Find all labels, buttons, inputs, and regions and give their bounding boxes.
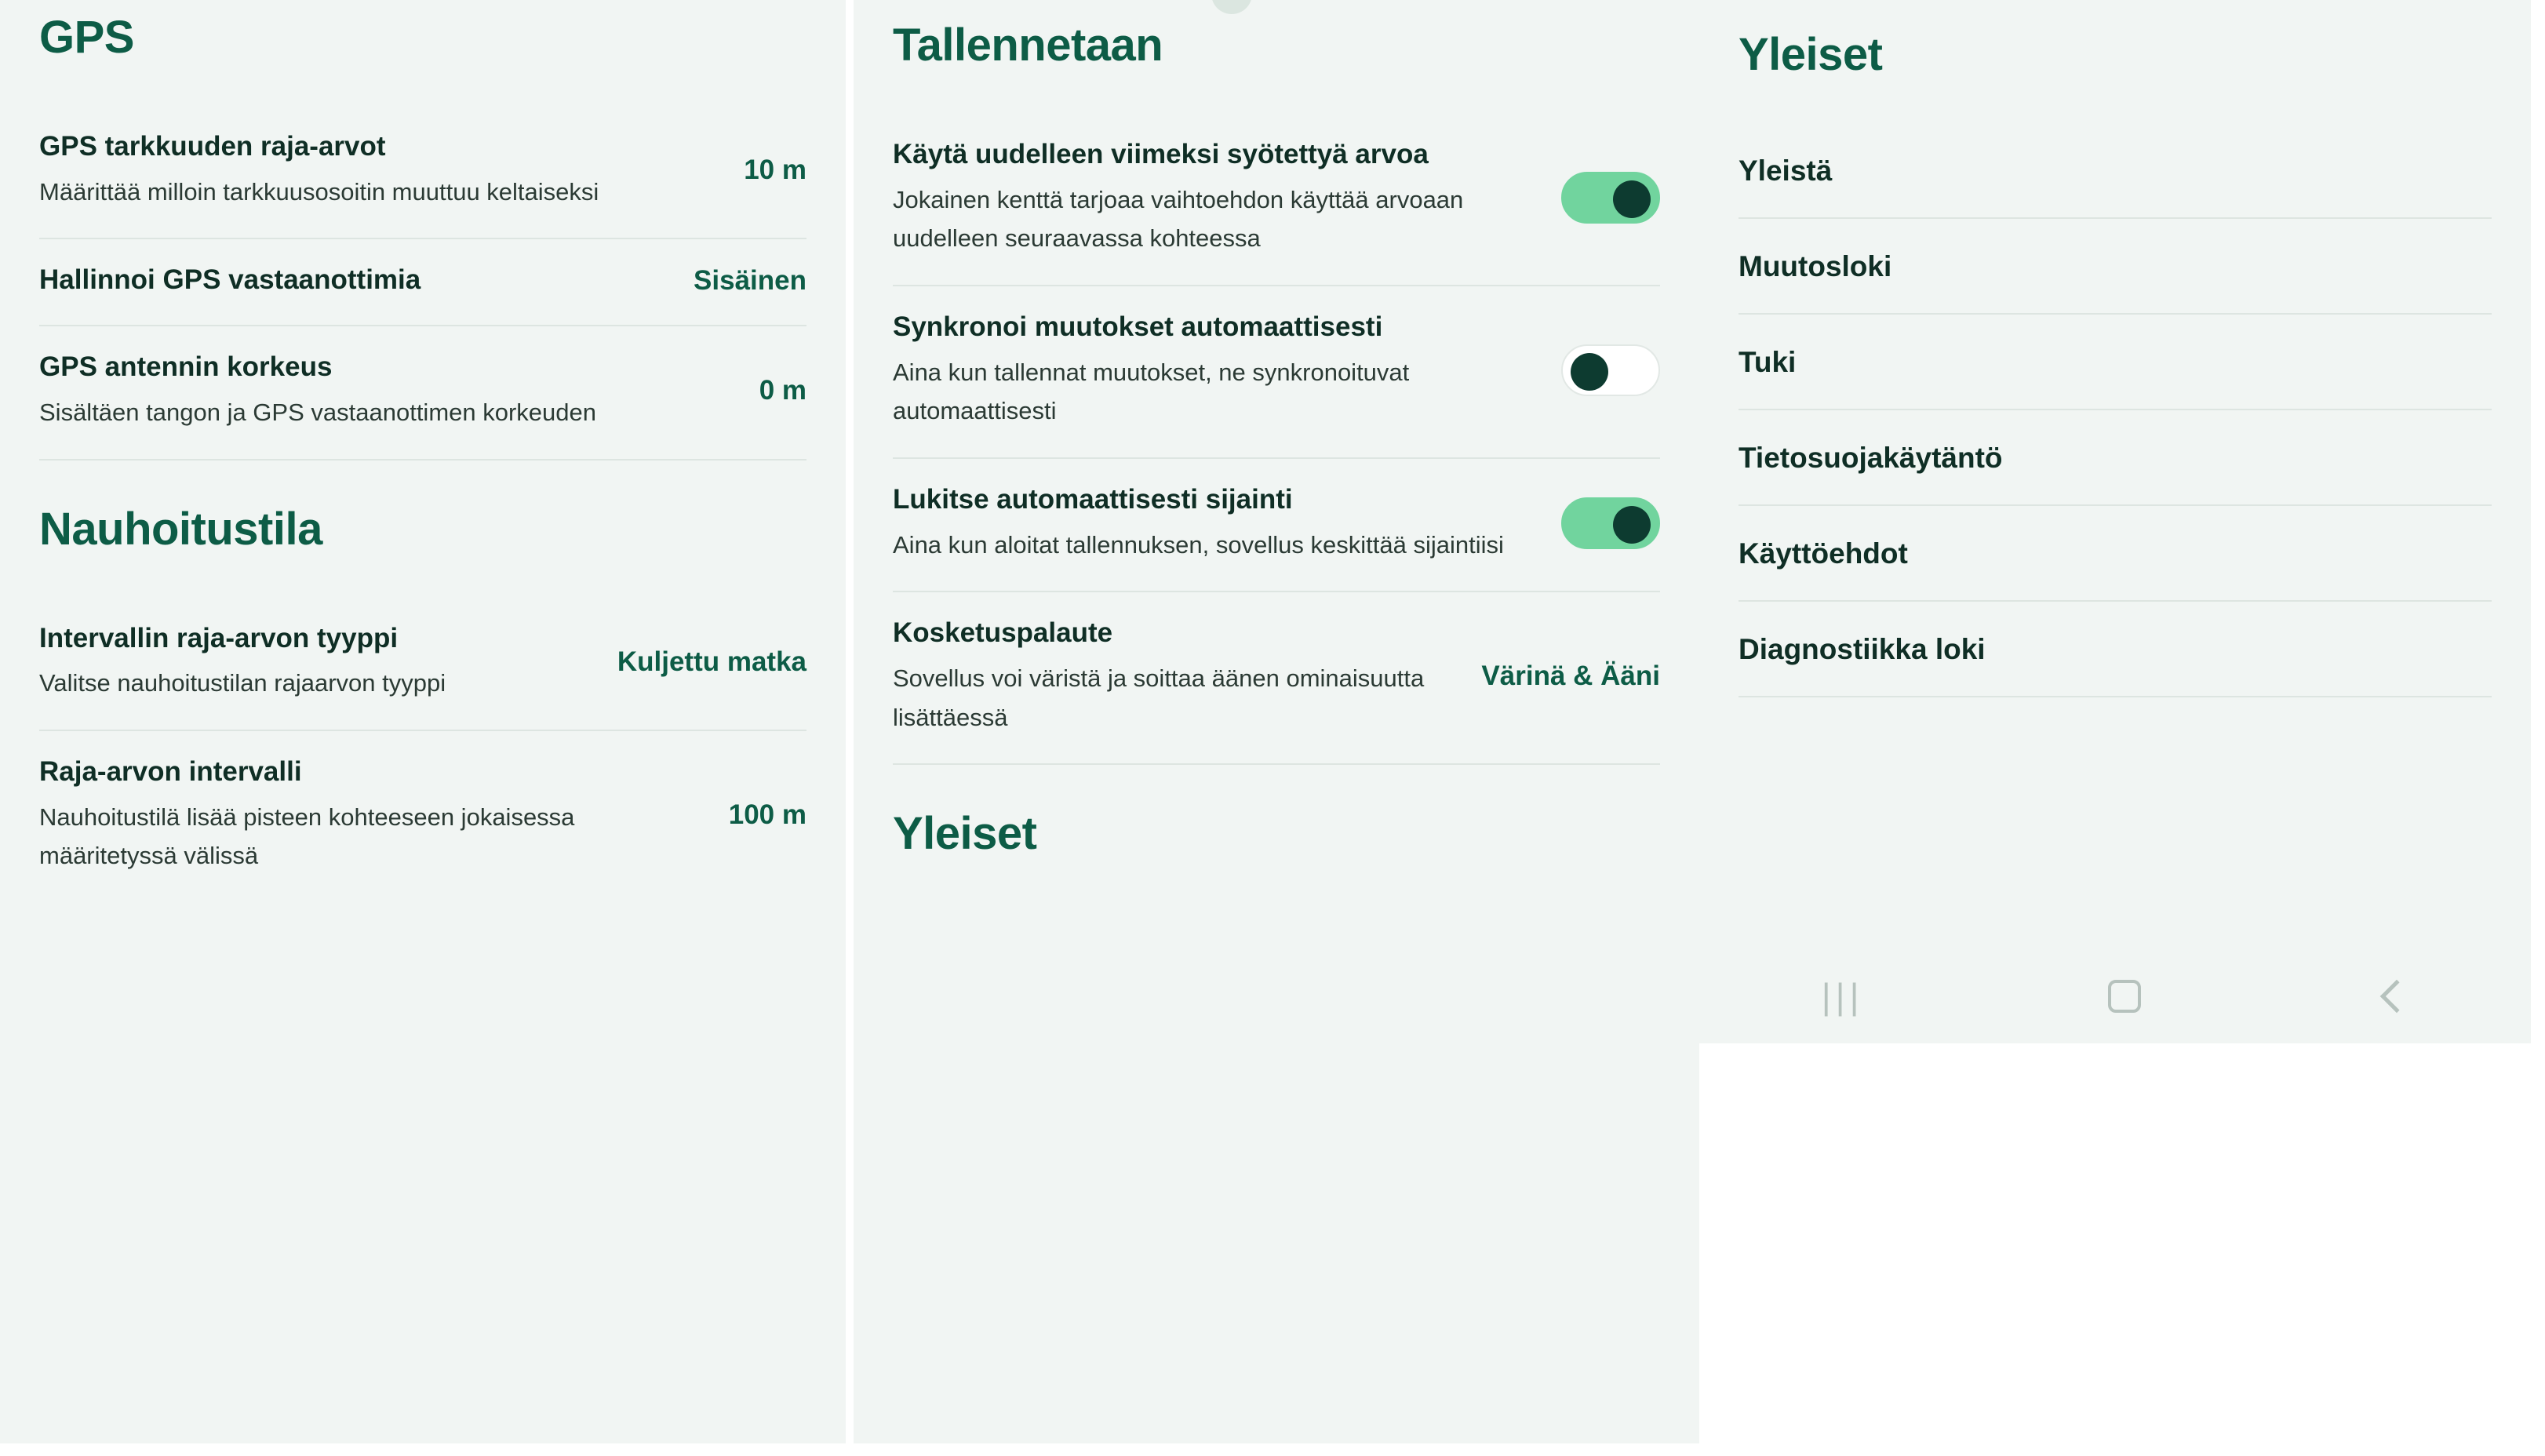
saving-settings-panel — [854, 0, 1699, 1443]
back-icon[interactable] — [2380, 980, 2413, 1013]
setting-row-manage-gps-receivers[interactable] — [39, 239, 806, 326]
setting-value[interactable]: 0 m — [759, 375, 806, 406]
row-texts — [893, 482, 1539, 564]
setting-title: Synkronoi muutokset automaattisesti — [893, 311, 1383, 342]
setting-value[interactable]: Kuljettu matka — [617, 646, 806, 677]
setting-title: GPS antennin korkeus — [39, 351, 333, 383]
setting-title: Intervallin raja-arvon tyyppi — [39, 622, 399, 653]
toggle-knob — [1613, 180, 1651, 218]
empty-right-area — [2531, 0, 2545, 1443]
setting-description: Sovellus voi väristä ja soittaa äänen ominaisuutta lisättäessä — [893, 664, 1425, 731]
sidebar-item-terms-of-use[interactable]: Käyttöehdot — [1739, 506, 2492, 602]
sidebar-item-about[interactable]: Yleistä — [1739, 123, 2492, 219]
recents-icon[interactable]: ||| — [1821, 976, 1864, 1017]
panel-divider — [846, 0, 854, 1443]
setting-description: Sisältäen tangon ja GPS vastaanottimen korkeuden — [39, 398, 597, 426]
gps-settings-panel — [0, 0, 846, 1443]
row-texts — [893, 137, 1539, 258]
setting-value[interactable]: Sisäinen — [694, 264, 806, 296]
setting-description: Nauhoitustilä lisää pisteen kohteeseen jokaisessa määritetyssä välissä — [39, 803, 575, 870]
setting-row-haptic-feedback[interactable] — [893, 592, 1660, 765]
setting-title: Raja-arvon intervalli — [39, 755, 302, 787]
setting-description: Aina kun aloitat tallennuksen, sovellus keskittää sijaintiisi — [893, 530, 1504, 559]
setting-value[interactable]: 10 m — [744, 155, 806, 186]
row-texts — [39, 263, 672, 298]
section-title-gps: GPS — [39, 12, 134, 63]
setting-title: GPS tarkkuuden raja-arvot — [39, 131, 386, 162]
setting-description: Jokainen kenttä tarjoaa vaihtoehdon käyttää arvoaan uudelleen seuraavassa kohteessa — [893, 185, 1464, 253]
setting-description: Valitse nauhoitustilan rajaarvon tyyppi — [39, 669, 446, 697]
row-texts — [39, 129, 722, 211]
setting-row-auto-sync-changes[interactable] — [893, 286, 1660, 459]
setting-row-reuse-last-value[interactable] — [893, 114, 1660, 286]
setting-row-gps-antenna-height[interactable] — [39, 326, 806, 460]
home-icon[interactable] — [2108, 980, 2141, 1013]
toggle-auto-sync-changes[interactable] — [1561, 344, 1660, 396]
setting-row-threshold-interval[interactable] — [39, 731, 806, 902]
sidebar-item-privacy-policy[interactable]: Tietosuojakäytäntö — [1739, 410, 2492, 506]
toggle-reuse-last-value[interactable] — [1561, 172, 1660, 224]
toggle-knob — [1571, 353, 1608, 391]
row-texts — [893, 616, 1459, 737]
setting-row-interval-threshold-type[interactable] — [39, 598, 806, 731]
sidebar-item-changelog[interactable]: Muutosloki — [1739, 219, 2492, 315]
toggle-knob — [1613, 506, 1651, 544]
section-title-general-panel2: Yleiset — [893, 808, 1037, 860]
setting-description: Määrittää milloin tarkkuusosoitin muuttuu keltaiseksi — [39, 177, 599, 206]
row-texts — [893, 310, 1539, 431]
sidebar-item-support[interactable]: Tuki — [1739, 315, 2492, 410]
setting-value[interactable]: 100 m — [728, 799, 806, 830]
setting-title: Hallinnoi GPS vastaanottimia — [39, 264, 421, 296]
setting-description: Aina kun tallennat muutokset, ne synkronoituvat automaattisesti — [893, 358, 1410, 425]
section-title-general: Yleiset — [1739, 29, 1883, 80]
setting-row-gps-accuracy-threshold[interactable] — [39, 106, 806, 239]
row-texts — [39, 621, 595, 703]
section-title-recording-mode: Nauhoitustila — [39, 503, 322, 555]
setting-title: Kosketuspalaute — [893, 617, 1113, 649]
section-title-saving: Tallennetaan — [893, 20, 1163, 71]
setting-title: Käytä uudelleen viimeksi syötettyä arvoa — [893, 139, 1429, 169]
sidebar-item-diagnostics-log[interactable]: Diagnostiikka loki — [1739, 602, 2492, 697]
general-settings-panel — [1699, 0, 2531, 1043]
android-navigation-bar — [1699, 949, 2531, 1043]
toggle-auto-lock-location[interactable] — [1561, 497, 1660, 549]
setting-title: Lukitse automaattisesti sijainti — [893, 483, 1293, 515]
row-texts — [39, 350, 737, 431]
setting-value[interactable]: Värinä & Ääni — [1481, 661, 1660, 692]
row-texts — [39, 755, 707, 875]
setting-row-auto-lock-location[interactable] — [893, 459, 1660, 592]
